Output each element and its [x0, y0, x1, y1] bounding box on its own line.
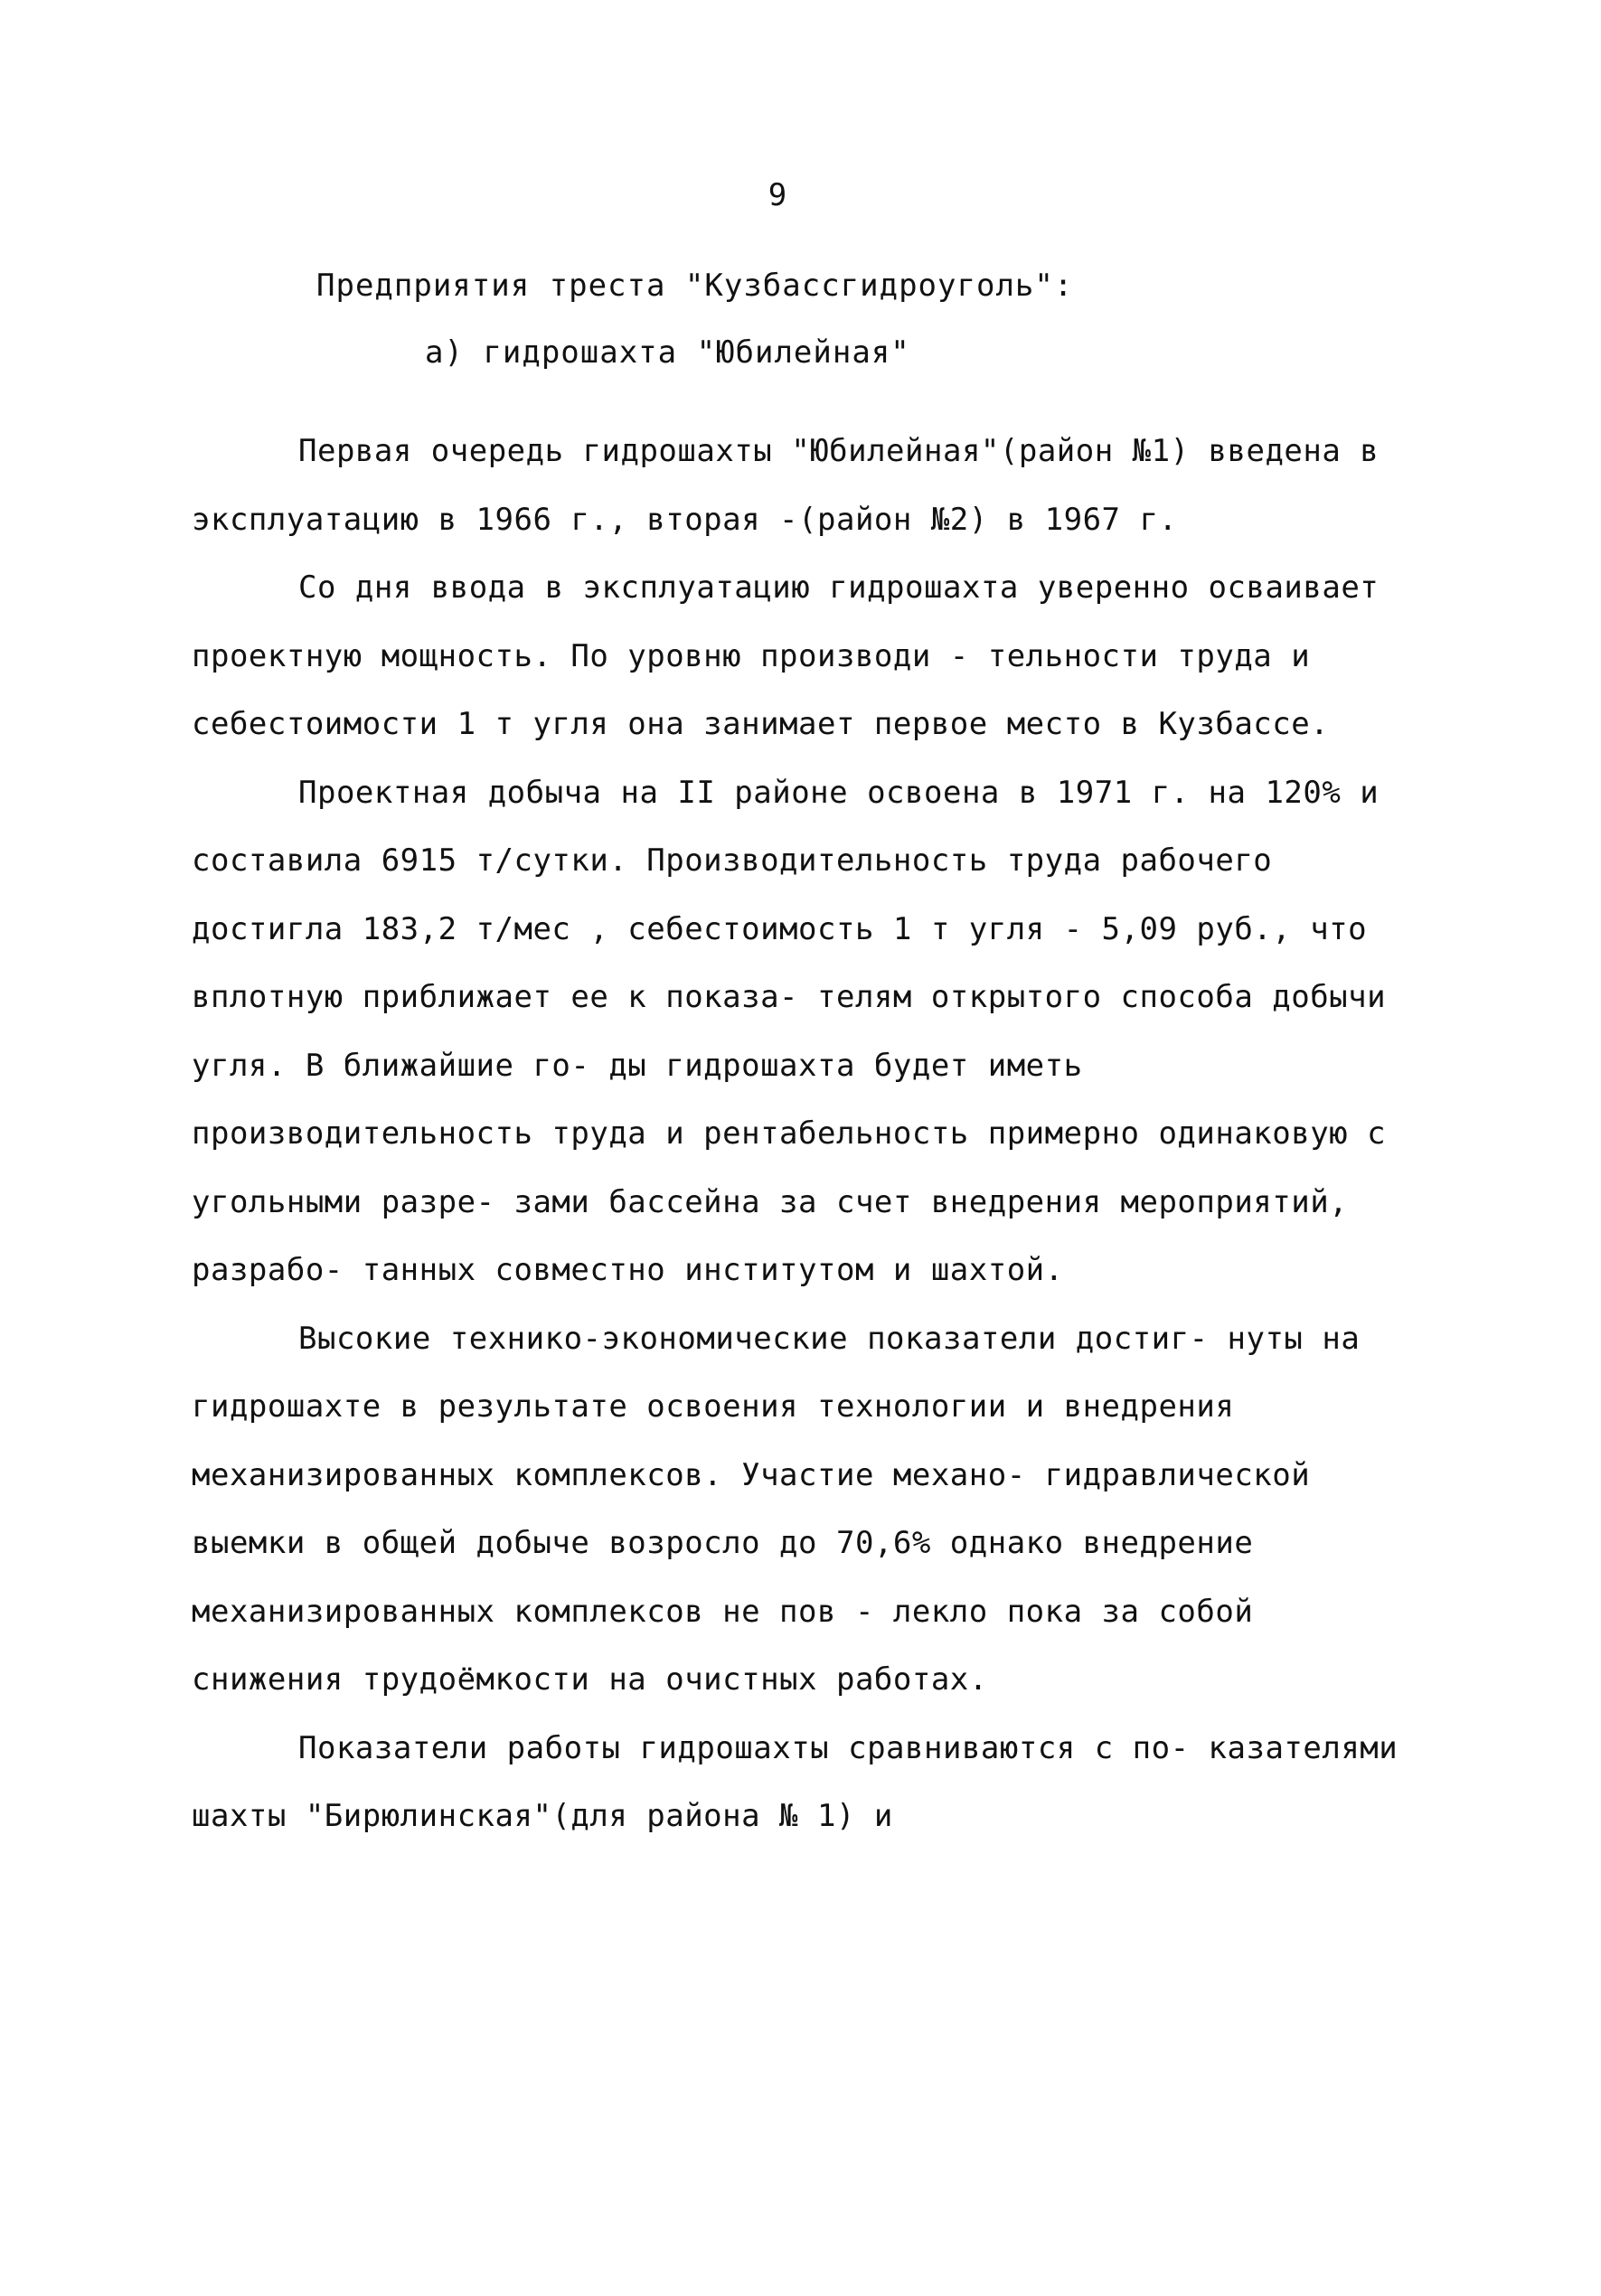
paragraph-4: Высокие технико-экономические показатели достиг- нуты на гидрошахте в результате освоения технологии и внедрения механизированных комплексов. Участие механо- гидравлической выемки в общей добыче возросло до 70,6% однако внедрение механизированных комплексов не пов - лекло пока за собой снижения трудоёмкости на очистных работах.: [192, 1320, 1361, 1698]
paragraph-3: Проектная добыча на II районе освоена в 1971 г. на 120% и составила 6915 т/сутки. Производительность труда рабочего достигла 183,2 т/мес , себестоимость 1 т угля - 5,09 руб., что вплотную приближает ее к показа- телям открытого способа добычи угля. В ближайшие го- ды гидрошахта будет иметь производительность труда и рентабельность примерно одинаковую с угольными разре- зами бассейна за счет внедрения мероприятий, разрабо- танных совместно институтом и шахтой.: [192, 774, 1387, 1288]
section-title: Предприятия треста "Кузбассгидроуголь":: [316, 268, 1074, 304]
page-number: 9: [768, 177, 787, 213]
paragraph-2: Со дня ввода в эксплуатацию гидрошахта уверенно осваивает проектную мощность. По уровню производи - тельности труда и себестоимости 1 т угля она занимает первое место в Кузбассе.: [192, 569, 1380, 742]
paragraph-1: Первая очередь гидрошахты "Юбилейная"(район №1) введена в эксплуатацию в 1966 г., вторая -(район №2) в 1967 г.: [192, 433, 1380, 538]
body-text: [192, 418, 1421, 1851]
paragraph-5: Показатели работы гидрошахты сравниваются с по- казателями шахты "Бирюлинская"(для района № 1) и: [192, 1729, 1399, 1834]
section-subtitle: а) гидрошахта "Юбилейная": [425, 334, 910, 371]
